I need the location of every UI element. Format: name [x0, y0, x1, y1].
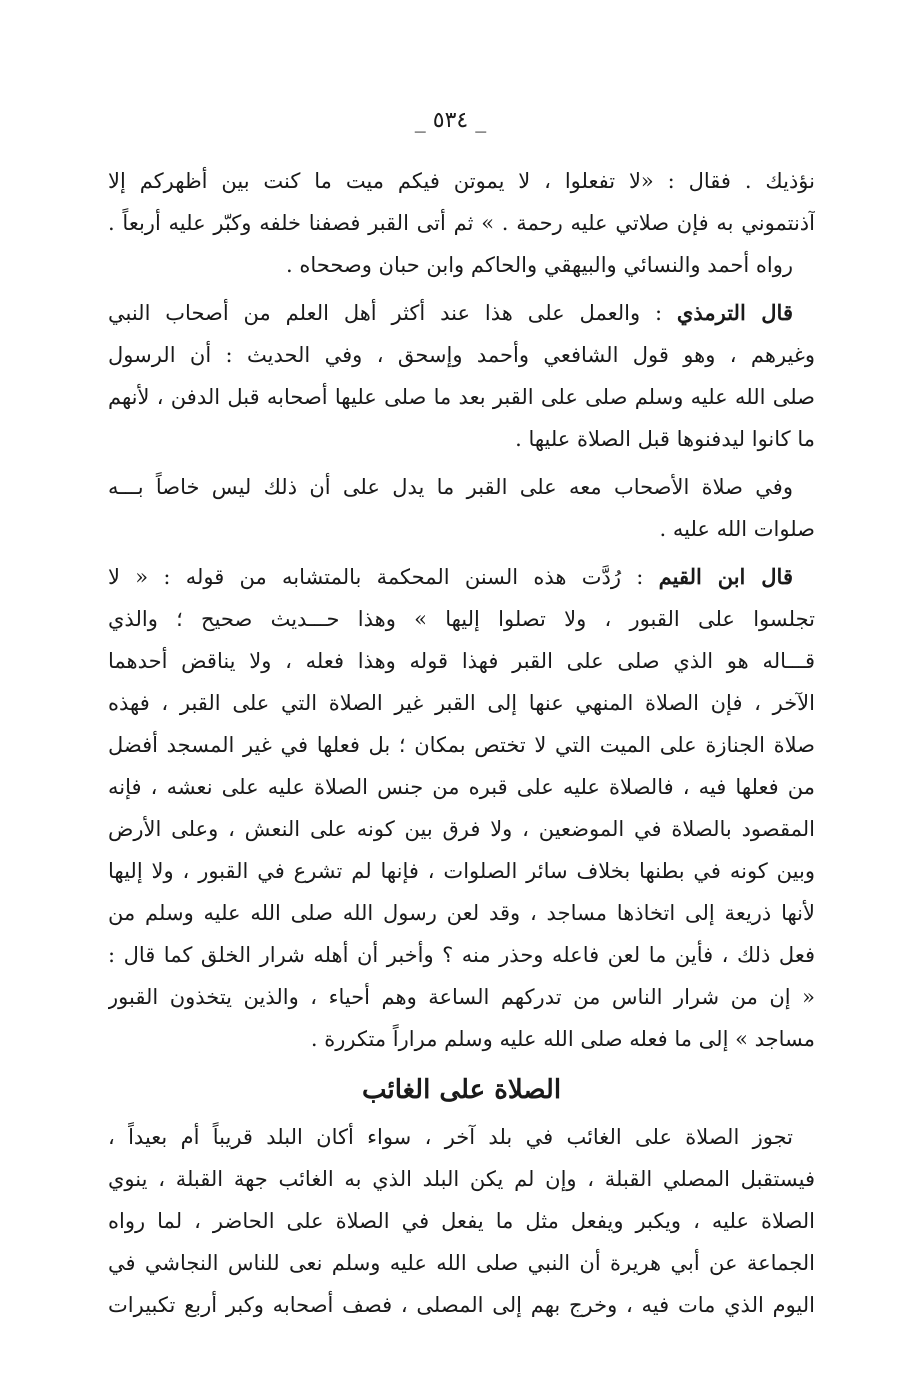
text-line: فيستقبل المصلي القبلة ، وإن لم يكن البلد الذي به الغائب جهة القبلة ، ينوي [108, 1167, 815, 1191]
text-line: الصلاة عليه ، ويكبر ويفعل مثل ما يفعل في الصلاة على الحاضر ، لما رواه [108, 1209, 815, 1233]
text-line: وغيرهم ، وهو قول الشافعي وأحمد وإسحق ، وفي الحديث : أن الرسول [108, 343, 815, 367]
text-line: المقصود بالصلاة في الموضعين ، ولا فرق بين كونه على النعش ، وعلى الأرض [108, 817, 815, 841]
text-line: آذنتموني به فإن صلاتي عليه رحمة . » ثم أتى القبر فصفنا خلفه وكبّر عليه أربعاً . [108, 211, 815, 235]
text-line: صلى الله عليه وسلم صلى على القبر بعد ما صلى عليها أصحابه قبل الدفن ، لأنهم [108, 385, 815, 409]
text-line: قـــاله هو الذي صلى على القبر فهذا قوله وهذا فعله ، ولا يناقض أحدهما [108, 649, 815, 673]
speaker-label: قال ابن القيم [658, 564, 793, 589]
text-line: تجوز الصلاة على الغائب في بلد آخر ، سواء أكان البلد قريباً أم بعيداً ، [108, 1125, 793, 1149]
page-number: _ ٥٣٤ _ [414, 108, 487, 133]
text-line: وبين كونه في بطنها بخلاف سائر الصلوات ، فإنها لم تشرع في القبور ، ولا إليها [108, 859, 815, 883]
text-line: اليوم الذي مات فيه ، وخرج بهم إلى المصلى ، فصف أصحابه وكبر أربع تكبيرات [108, 1293, 815, 1317]
paragraph-3 [108, 466, 815, 550]
text-line: صلاة الجنازة على الميت التي لا تختص بمكان ؛ بل فعلها في غير المسجد أفضل [108, 733, 815, 757]
text-line: الجماعة عن أبي هريرة أن النبي صلى الله عليه وسلم نعى للناس النجاشي في [108, 1251, 815, 1275]
text-line: الآخر ، فإن الصلاة المنهي عنها إلى القبر غير الصلاة التي على القبر ، فهذه [108, 691, 815, 715]
page-body [108, 160, 815, 1326]
text-line [108, 556, 815, 598]
text-line: « إن من شرار الناس من تدركهم الساعة وهم أحياء ، والذين يتخذون القبور [108, 985, 815, 1009]
paragraph-2 [108, 292, 815, 460]
text-line: تجلسوا على القبور ، ولا تصلوا إليها » وهذا حـــديث صحيح ؛ والذي [108, 607, 815, 631]
text-line: وفي صلاة الأصحاب معه على القبر ما يدل على أن ذلك ليس خاصاً بـــه [108, 475, 793, 499]
text-line: مساجد » إلى ما فعله صلى الله عليه وسلم مراراً متكررة . [310, 1027, 815, 1051]
speaker-label: قال الترمذي [676, 300, 793, 325]
text-line: صلوات الله عليه . [659, 517, 815, 541]
paragraph-1 [108, 160, 815, 286]
section-heading: الصلاة على الغائب [361, 1075, 562, 1105]
text-line: من فعلها فيه ، فالصلاة عليه على قبره من جنس الصلاة عليه على نعشه ، فإنه [108, 775, 815, 799]
text-line: نؤذيك . فقال : «لا تفعلوا ، لا يموتن فيكم ميت ما كنت بين أظهركم إلا [108, 169, 815, 193]
text-run: : رُدَّت هذه السنن المحكمة بالمتشابه من قوله : « لا [108, 565, 659, 589]
paragraph-5 [108, 1116, 815, 1326]
paragraph-4 [108, 556, 815, 1060]
text-run: : والعمل على هذا عند أكثر أهل العلم من أصحاب النبي [108, 301, 677, 325]
text-line: رواه أحمد والنسائي والبيهقي والحاكم وابن حبان وصححاه . [286, 253, 793, 277]
text-line [108, 292, 815, 334]
text-line: فعل ذلك ، فأين ما لعن فاعله وحذر منه ؟ وأخبر أن أهله شرار الخلق كما قال : [108, 943, 815, 967]
text-line: ما كانوا ليدفنوها قبل الصلاة عليها . [515, 427, 815, 451]
text-line: لأنها ذريعة إلى اتخاذها مساجد ، وقد لعن رسول الله صلى الله عليه وسلم من [108, 901, 815, 925]
